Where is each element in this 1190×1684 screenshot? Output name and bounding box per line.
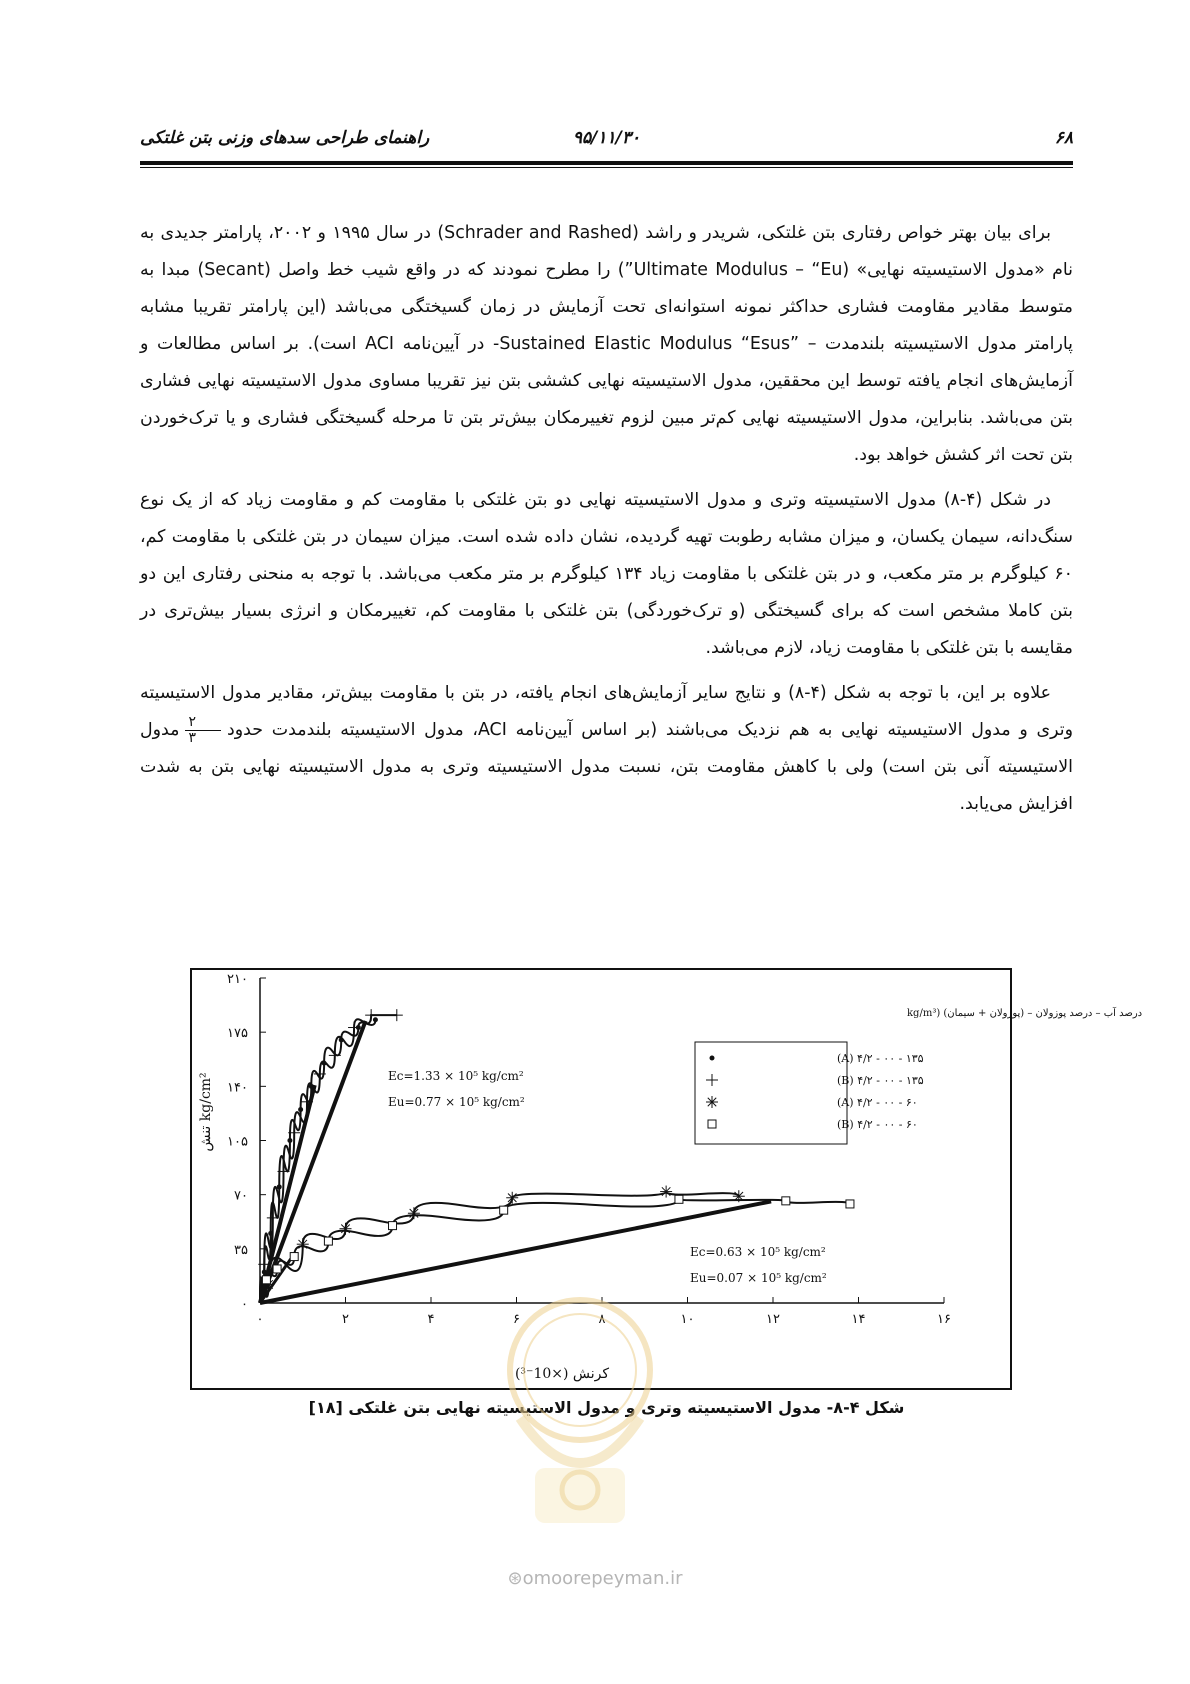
y-tick-label: ۲۱۰	[227, 972, 248, 987]
legend-box	[695, 1042, 847, 1144]
data-point-square	[273, 1265, 281, 1273]
page-header	[140, 128, 1073, 160]
data-point-asterisk	[506, 1192, 518, 1204]
paragraph-3	[140, 675, 1073, 823]
x-tick-label: ۱۲	[766, 1312, 780, 1327]
data-point-dot	[277, 1184, 282, 1189]
data-point-square	[675, 1195, 683, 1203]
secant-line-high	[260, 1021, 366, 1303]
x-tick-label: ۶	[513, 1312, 520, 1327]
book-title: راهنمای طراحی سدهای وزنی بتن غلتکی	[140, 128, 430, 148]
paragraph-1: برای بیان بهتر خواص رفتاری بتن غلتکی، شریدر و راشد (Schrader and Rashed) در سال ۱۹۹۵ و ۲۰۰۲، پارامتر جدیدی به نام «مدول الاستیسیته نهایی» (Ultimate Modulus – “Eu”) را مطرح نمودند که در واقع شیب خط واصل (Secant) مبدا به متوسط مقادیر مقاومت فشاری حداکثر نمونه استوانه‌ای تحت آزمایش در زمان گسیختگی می‌باشد (این پارامتر تقریبا مشابه پارامتر مدول الاستیسیته بلندمدت – ”Sustained Elastic Modulus “Esus- در آیین‌نامه ACI است). بر اساس مطالعات و آزمایش‌های انجام یافته توسط این محققین، مدول الاستیسیته نهایی کششی بتن نیز تقریبا مساوی مدول الاستیسیته نهایی فشاری بتن می‌باشد. بنابراین، مدول الاستیسیته نهایی کم‌تر مبین لزوم تغییرمکان بیش‌تر بتن تا مرحله گسیختگی فشاری و یا ترک‌خوردن بتن تحت اثر کشش خواهد بود.	[140, 223, 1073, 465]
data-point-dot	[322, 1061, 327, 1066]
annotation-low-eu: Eu=0.07 × 10⁵ kg/cm²	[690, 1271, 827, 1285]
annotation-low-ec: Ec=0.63 × 10⁵ kg/cm²	[690, 1245, 826, 1259]
body-text	[140, 215, 1073, 831]
data-point-square	[782, 1197, 790, 1205]
fraction-numerator: ۲	[185, 715, 221, 731]
data-point-asterisk	[733, 1190, 745, 1202]
chart-ticks	[227, 972, 951, 1327]
y-tick-label: ۱۷۵	[227, 1026, 248, 1042]
tangent-line-high	[260, 1085, 315, 1303]
y-tick-label: ۳۵	[234, 1242, 248, 1258]
data-point-dot	[287, 1138, 292, 1143]
x-tick-label: ۸	[598, 1312, 606, 1327]
header-rule	[140, 161, 1073, 165]
annotation-high-eu: Eu=0.77 × 10⁵ kg/cm²	[388, 1095, 525, 1109]
data-point-square	[290, 1253, 298, 1261]
legend-marker-dot	[710, 1056, 715, 1061]
chart-lines	[260, 1015, 850, 1303]
y-axis-label: تنش kg/cm²	[198, 1072, 214, 1152]
fraction-denominator: ۳	[188, 729, 197, 746]
y-tick-label: ۱۴۰	[227, 1080, 248, 1096]
data-point-square	[324, 1237, 332, 1245]
watermark-seal	[480, 1278, 680, 1548]
data-point-square	[389, 1222, 397, 1230]
figure-caption: شکل ۴-۸- مدول الاستیسیته وتری و مدول الاستیسیته نهایی بتن غلتکی [۱۸]	[308, 1398, 905, 1417]
x-tick-label: ۴	[427, 1312, 435, 1327]
legend-label: ۶۰ - ۰۰ - ۴/۲ (A)	[837, 1096, 918, 1109]
data-point-plus	[267, 1212, 279, 1224]
annotation-high-ec: Ec=1.33 × 10⁵ kg/cm²	[388, 1069, 524, 1083]
data-point-dot	[373, 1017, 378, 1022]
data-point-dot	[298, 1107, 303, 1112]
legend-label: ۱۳۵ - ۰۰ - ۴/۲ (A)	[837, 1052, 924, 1065]
data-point-square	[262, 1276, 270, 1284]
x-tick-label: ۰	[256, 1312, 264, 1327]
legend-marker-asterisk	[706, 1096, 718, 1108]
legend-label: ۱۳۵ - ۰۰ - ۴/۲ (B)	[837, 1074, 924, 1087]
y-tick-label: ۰	[241, 1297, 248, 1312]
header-rule-thin	[140, 167, 1073, 168]
x-tick-label: ۱۴	[851, 1312, 866, 1327]
data-point-dot	[268, 1231, 273, 1236]
x-axis-label: کرنش (×10⁻³)	[514, 1366, 610, 1382]
fraction-two-thirds	[185, 715, 221, 746]
paragraph-3-part-a: علاوه بر این، با توجه به شکل (۴-۸) و نتایج سایر آزمایش‌های انجام یافته، در بتن با مقاومت بیش‌تر، مقادیر مدول الاستیسیته وتری و مدول الاستیسیته نهایی به هم نزدیک می‌باشند (بر اساس آیین‌نامه ACI، مدول الاستیسیته بلندمدت حدود	[140, 683, 1073, 740]
legend	[706, 1052, 924, 1131]
data-point-square	[500, 1206, 508, 1214]
legend-title: درصد آب – درصد پوزولان – (پوزولان + سیمان) (kg/m³	[907, 1008, 1143, 1019]
page-number: ۶۸	[1054, 128, 1073, 148]
paragraph-2: در شکل (۴-۸) مدول الاستیسیته وتری و مدول الاستیسیته نهایی دو بتن غلتکی با مقاومت کم و مقاومت زیاد که از یک نوع سنگ‌دانه، سیمان یکسان، و میزان مشابه رطوبت تهیه گردیده، نشان داده شده است. میزان سیمان در بتن غلتکی با مقاومت کم، ۶۰ کیلوگرم بر متر مکعب، و در بتن غلتکی با مقاومت زیاد ۱۳۴ کیلوگرم بر متر مکعب می‌باشد. با توجه به منحنی رفتاری این دو بتن کاملا مشخص است که برای گسیختگی (و ترک‌خوردگی) بتن غلتکی با مقاومت کم، تغییرمکان و انرژی بسیار بیش‌تری در مقایسه با بتن غلتکی با مقاومت زیاد، لازم می‌باشد.	[140, 490, 1073, 658]
data-point-plus	[391, 1009, 403, 1021]
legend-label: ۶۰ - ۰۰ - ۴/۲ (B)	[837, 1118, 918, 1131]
data-point-square	[846, 1200, 854, 1208]
x-tick-label: ۱۰	[680, 1312, 695, 1327]
data-point-asterisk	[660, 1186, 672, 1198]
data-point-plus	[329, 1049, 341, 1061]
y-tick-label: ۱۰۵	[227, 1134, 248, 1150]
x-tick-label: ۱۶	[937, 1312, 951, 1327]
data-point-dot	[339, 1037, 344, 1042]
data-point-dot	[309, 1084, 314, 1089]
legend-marker-plus	[706, 1074, 718, 1086]
x-tick-label: ۲	[342, 1312, 349, 1327]
site-watermark: ⊛omoorepeyman.ir	[507, 1568, 683, 1589]
header-date: ۹۵/۱۱/۳۰	[572, 128, 641, 148]
legend-marker-square	[708, 1120, 716, 1128]
data-point-asterisk	[408, 1207, 420, 1219]
data-point-asterisk	[297, 1238, 309, 1250]
paragraph-3-part-b: مدول الاستیسیته آنی بتن است) ولی با کاهش مقاومت بتن، نسبت مدول الاستیسیته وتری به مدول الاستیسیته نهایی بتن به شدت افزایش می‌یابد.	[140, 720, 1073, 814]
data-point-asterisk	[340, 1223, 352, 1235]
y-tick-label: ۷۰	[234, 1188, 248, 1204]
